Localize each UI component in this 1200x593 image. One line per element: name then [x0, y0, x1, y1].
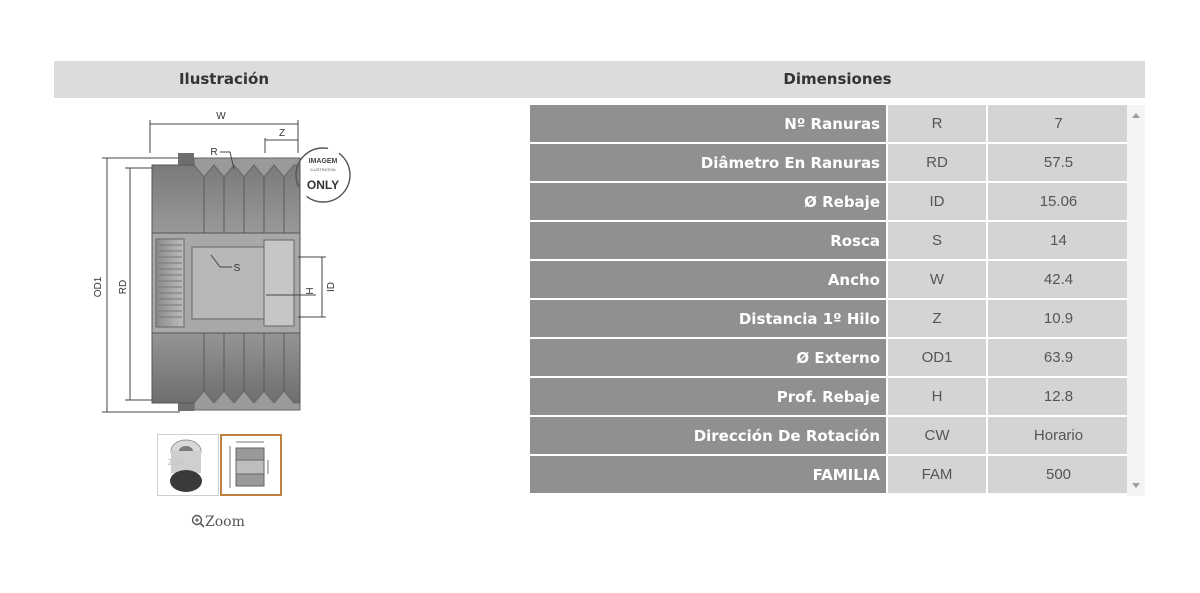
row-value: 7	[988, 105, 1131, 144]
row-code: S	[888, 222, 988, 261]
pulley-technical-drawing	[80, 105, 370, 425]
row-value: 15.06	[988, 183, 1131, 222]
table-row	[530, 105, 1131, 144]
table-row	[530, 183, 1131, 222]
scroll-up-icon[interactable]	[1132, 113, 1140, 118]
svg-text:ZEN: ZEN	[168, 458, 184, 467]
dimensions-table-container	[530, 105, 1145, 496]
row-code: FAM	[888, 456, 988, 495]
row-label: Nº Ranuras	[530, 105, 888, 144]
row-value: 57.5	[988, 144, 1131, 183]
zoom-label: Zoom	[205, 514, 245, 530]
svg-text:IMAGEM: IMAGEM	[308, 158, 338, 165]
product-photo-icon	[158, 435, 218, 495]
row-label: Rosca	[530, 222, 888, 261]
row-label: Distancia 1º Hilo	[530, 300, 888, 339]
row-value: 42.4	[988, 261, 1131, 300]
thumbnail-drawing-selected[interactable]	[220, 434, 282, 496]
label-h: H	[305, 287, 316, 295]
row-label: Prof. Rebaje	[530, 378, 888, 417]
zoom-in-icon	[191, 514, 205, 528]
row-value: 63.9	[988, 339, 1131, 378]
svg-text:ILUSTRATIVA: ILUSTRATIVA	[310, 167, 336, 172]
thumbnail-product-photo[interactable]	[157, 434, 219, 496]
row-code: CW	[888, 417, 988, 456]
drawing-thumbnail-icon	[222, 436, 280, 494]
row-value: 14	[988, 222, 1131, 261]
row-code: RD	[888, 144, 988, 183]
row-label: FAMILIA	[530, 456, 888, 495]
label-r: R	[210, 147, 218, 158]
row-code: R	[888, 105, 988, 144]
row-code: Z	[888, 300, 988, 339]
row-label: Ancho	[530, 261, 888, 300]
label-s: S	[233, 263, 241, 274]
row-label: Ø Externo	[530, 339, 888, 378]
table-row	[530, 144, 1131, 183]
dimension-w	[150, 120, 298, 153]
svg-text:ONLY: ONLY	[306, 178, 340, 192]
pulley-body	[152, 153, 300, 411]
table-row	[530, 417, 1131, 456]
row-code: ID	[888, 183, 988, 222]
row-code: H	[888, 378, 988, 417]
table-row	[530, 378, 1131, 417]
thumbnail-strip	[157, 434, 287, 500]
row-label: Dirección De Rotación	[530, 417, 888, 456]
label-w: W	[216, 111, 226, 122]
label-z: Z	[278, 128, 286, 139]
scroll-down-icon[interactable]	[1132, 483, 1140, 488]
label-od1: OD1	[93, 276, 104, 298]
table-scrollbar[interactable]	[1127, 105, 1145, 496]
table-row	[530, 222, 1131, 261]
label-rd: RD	[118, 279, 129, 295]
row-code: OD1	[888, 339, 988, 378]
row-label: Ø Rebaje	[530, 183, 888, 222]
dimensions-table	[530, 105, 1131, 495]
table-row	[530, 456, 1131, 495]
zoom-link[interactable]	[191, 514, 245, 530]
row-value: 500	[988, 456, 1131, 495]
illustrative-stamp	[296, 148, 350, 202]
row-label: Diâmetro En Ranuras	[530, 144, 888, 183]
table-row	[530, 339, 1131, 378]
label-id: ID	[326, 282, 337, 292]
row-value: 10.9	[988, 300, 1131, 339]
row-code: W	[888, 261, 988, 300]
table-row	[530, 261, 1131, 300]
row-value: Horario	[988, 417, 1131, 456]
section-header-bar	[54, 61, 1145, 98]
row-value: 12.8	[988, 378, 1131, 417]
dimensions-heading: Dimensiones	[783, 70, 892, 88]
table-row	[530, 300, 1131, 339]
illustration-heading: Ilustración	[178, 70, 270, 88]
